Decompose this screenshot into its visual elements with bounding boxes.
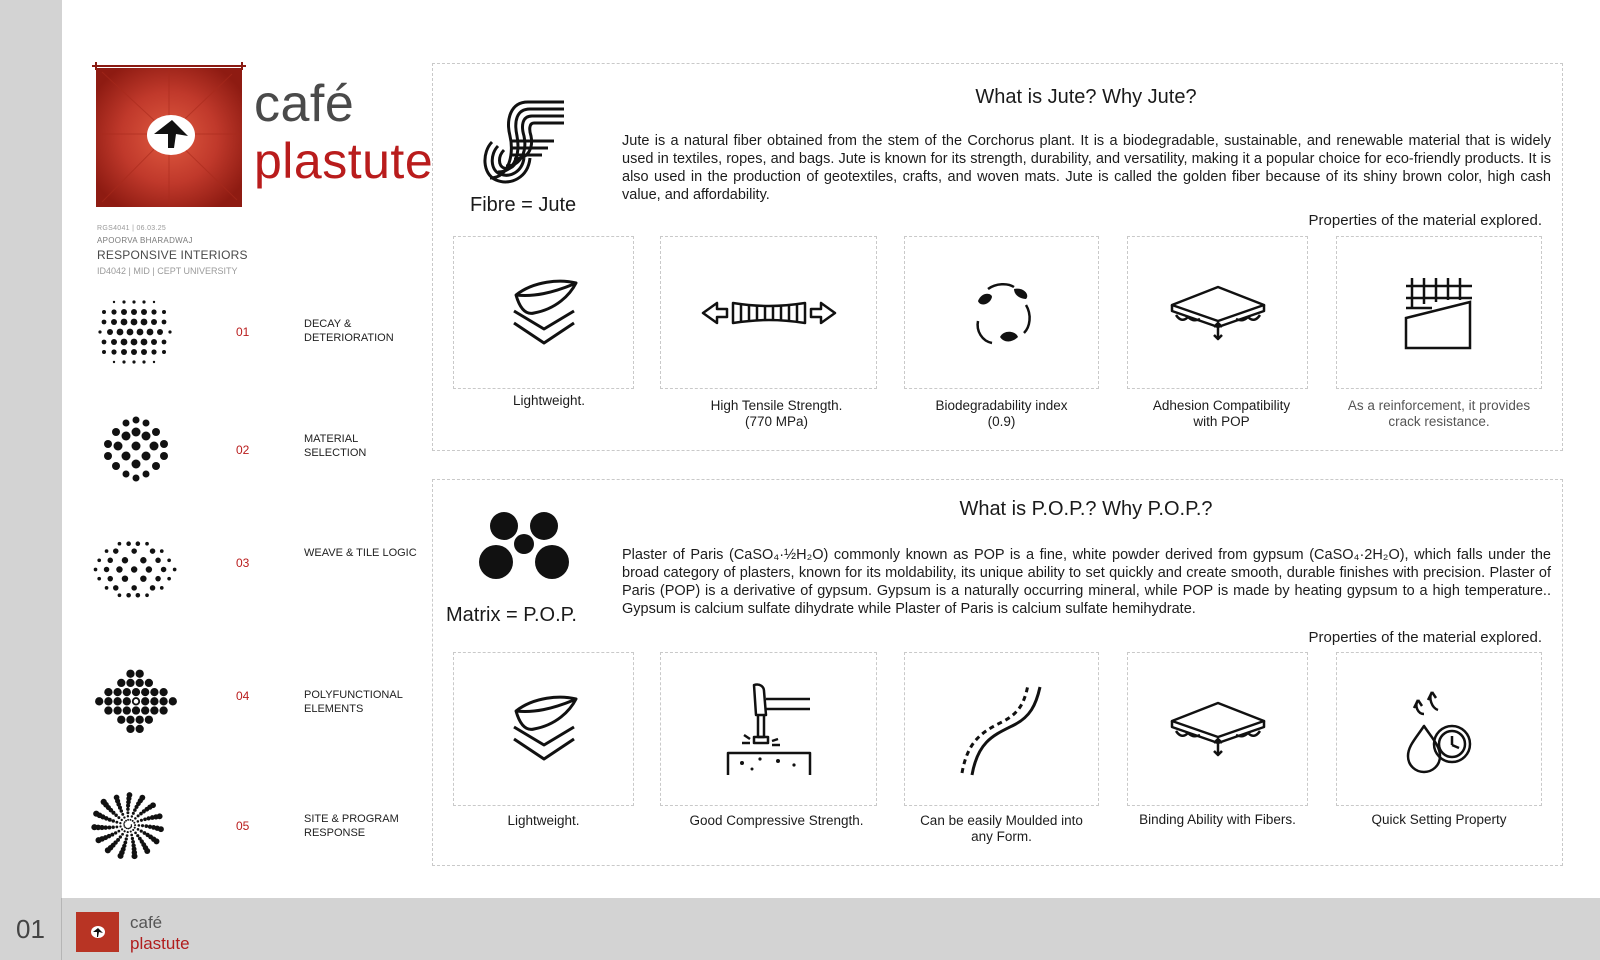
- pop-heading: What is P.O.P.? Why P.O.P.?: [959, 498, 1213, 520]
- pop-property-caption: Quick Setting Property: [1371, 812, 1507, 827]
- pop-matrix-circles-icon: [478, 510, 572, 580]
- page-number: 01: [0, 898, 62, 960]
- jute-property-caption: High Tensile Strength. (770 MPa): [710, 398, 843, 429]
- dot-grid-pattern-icon: [90, 296, 182, 376]
- nav-item-number: 04: [236, 689, 250, 703]
- jute-heading: What is Jute? Why Jute?: [975, 86, 1197, 108]
- jute-property-caption: As a reinforcement, it provides crack resistance.: [1347, 398, 1531, 429]
- jute-property-caption: Biodegradability index (0.9): [935, 398, 1068, 429]
- nav-item-label: DECAY & DETERIORATION: [304, 318, 394, 344]
- pop-paragraph: Plaster of Paris (CaSO₄·½H₂O) commonly known as POP is a fine, white powder derived from gypsum (CaSO₄·2H₂O), which falls under the broad category of plasters, known for its moldability, its unique ability to set quickly and create smooth, durable finishes with precision. Plaster of Paris (POP) is a derivative of gypsum. Gypsum is a naturally occurring mineral, while POP is made by heating gypsum to a high temperature.. Gypsum is calcium sulfate dihydrate while Plaster of Paris is calcium sulfate hemihydrate.: [622, 547, 1551, 617]
- pop-property-card-binding[interactable]: [1127, 652, 1308, 806]
- spiral-dot-pattern-icon: [90, 785, 182, 865]
- nav-item-label: SITE & PROGRAM RESPONSE: [304, 813, 399, 839]
- footer-bar: [0, 898, 1600, 960]
- nav-item-site-program[interactable]: [90, 785, 420, 865]
- diamond-dot-pattern-icon: [90, 665, 182, 745]
- pop-properties-title: Properties of the material explored.: [1308, 629, 1542, 646]
- brand-title: [254, 76, 433, 190]
- jute-property-card-lightweight[interactable]: [453, 236, 634, 389]
- pop-property-caption: Binding Ability with Fibers.: [1139, 812, 1296, 827]
- jute-property-card-reinforcement[interactable]: [1336, 236, 1542, 389]
- nav-item-label: MATERIAL SELECTION: [304, 433, 367, 459]
- left-sidebar-strip: [0, 0, 62, 898]
- tension-arrows-icon: [699, 293, 839, 333]
- feather-layers-icon: [504, 689, 584, 769]
- jute-property-card-biodegradability[interactable]: [904, 236, 1099, 389]
- pop-property-card-lightweight[interactable]: [453, 652, 634, 806]
- jute-paragraph: Jute is a natural fiber obtained from the stem of the Corchorus plant. It is a biodegradable, sustainable, and renewable material that is widely used in textiles, ropes, and bags. Jute is known for its strength, durability, and versatility, making it a popular choice for eco-friendly products. It is also used in the production of geotextiles, crafts, and woven mats. Jute is called the golden fiber because of its shiny brown color, high cash value, and affordability.: [622, 133, 1551, 203]
- mesh-reinforcement-icon: [1402, 276, 1476, 350]
- jute-fibre-icon: [480, 96, 570, 188]
- jute-property-caption: Lightweight.: [512, 393, 586, 408]
- jute-properties-title: Properties of the material explored.: [1308, 212, 1542, 229]
- feather-layers-icon: [504, 273, 584, 353]
- binding-layers-icon: [1168, 699, 1268, 759]
- nav-item-label: WEAVE & TILE LOGIC: [304, 547, 417, 559]
- nav-item-label: POLYFUNCTIONAL ELEMENTS: [304, 689, 403, 715]
- dot-circle-pattern-icon: [90, 410, 182, 490]
- fibre-jute-label: Fibre = Jute: [470, 194, 577, 216]
- pop-property-caption: Good Compressive Strength.: [689, 813, 864, 828]
- pop-property-card-quick-setting[interactable]: [1336, 652, 1542, 806]
- brand-title-line2: plastute: [254, 133, 434, 189]
- matrix-pop-label: Matrix = P.O.P.: [446, 604, 577, 626]
- nav-item-number: 05: [236, 819, 250, 833]
- meta-code: RGS4041 | 06.03.25: [97, 225, 167, 232]
- meta-course: RESPONSIVE INTERIORS: [97, 248, 248, 262]
- meta-institution: ID4042 | MID | CEPT UNIVERSITY: [97, 266, 238, 276]
- mould-curve-icon: [954, 681, 1050, 777]
- adhesion-layers-icon: [1168, 283, 1268, 343]
- pop-property-card-compressive[interactable]: [660, 652, 877, 806]
- nav-item-number: 02: [236, 443, 250, 457]
- brand-title-line1: café: [254, 75, 355, 133]
- project-meta: [97, 223, 248, 278]
- drop-clock-icon: [1404, 684, 1474, 774]
- jute-property-card-adhesion[interactable]: [1127, 236, 1308, 389]
- footer-title-line1: café: [130, 913, 163, 932]
- nav-item-material-selection[interactable]: [90, 410, 420, 490]
- pop-property-caption: Can be easily Moulded into any Form.: [920, 813, 1083, 844]
- pop-property-caption: Lightweight.: [507, 813, 580, 828]
- cafe-plastute-logo-image: [92, 62, 246, 207]
- nav-item-number: 03: [236, 556, 250, 570]
- footer-logo-thumbnail: [76, 912, 119, 952]
- nav-item-number: 01: [236, 325, 250, 339]
- footer-title: [130, 912, 190, 954]
- footer-title-line2: plastute: [130, 934, 190, 953]
- hammer-block-icon: [724, 681, 814, 777]
- nav-item-weave-tile[interactable]: [90, 535, 420, 615]
- nav-item-decay[interactable]: [90, 296, 420, 376]
- pop-property-card-mouldable[interactable]: [904, 652, 1099, 806]
- weave-dot-pattern-icon: [90, 535, 182, 615]
- jute-property-caption: Adhesion Compatibility with POP: [1152, 398, 1291, 429]
- meta-author: APOORVA BHARADWAJ: [97, 236, 193, 245]
- recycle-leaves-icon: [964, 275, 1040, 351]
- jute-property-card-tensile[interactable]: [660, 236, 877, 389]
- nav-item-polyfunctional[interactable]: [90, 665, 420, 745]
